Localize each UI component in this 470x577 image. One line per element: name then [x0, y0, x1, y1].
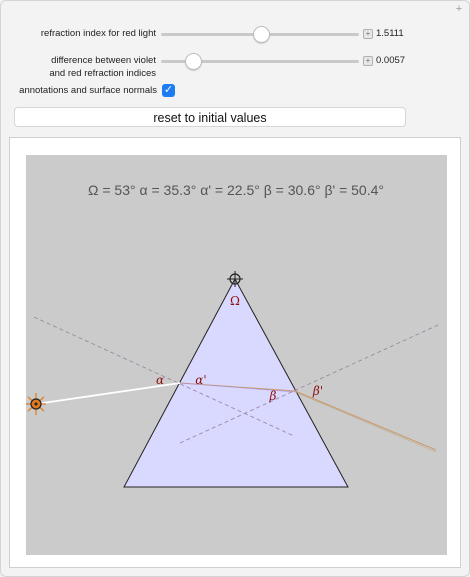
red-index-plus-icon[interactable]: + — [363, 29, 373, 39]
angles-readout: Ω = 53° α = 35.3° α' = 22.5° β = 30.6° β' = 50.4° — [88, 182, 384, 198]
checkmark-icon: ✓ — [163, 84, 174, 96]
red-index-label: refraction index for red light — [40, 28, 156, 39]
beta-prime-label: β' — [312, 384, 324, 398]
annotations-checkbox[interactable] — [162, 84, 175, 97]
difference-label-line1: difference between violet — [51, 55, 156, 66]
red-index-value: 1.5111 — [376, 28, 404, 39]
difference-label-line2: and red refraction indices — [49, 68, 156, 79]
beta-label: β — [269, 389, 277, 403]
difference-plus-icon[interactable]: + — [363, 56, 373, 66]
reset-button[interactable]: reset to initial values — [14, 107, 406, 127]
red-index-slider-thumb[interactable] — [253, 26, 270, 43]
difference-value: 0.0057 — [376, 55, 406, 66]
expand-icon[interactable]: + — [455, 3, 463, 15]
apex-angle-label: Ω — [230, 294, 240, 308]
annotations-label: annotations and surface normals — [19, 85, 157, 96]
alpha-prime-label: α' — [195, 373, 207, 387]
difference-slider-thumb[interactable] — [185, 53, 202, 70]
alpha-label: α — [155, 373, 165, 387]
prism-diagram — [26, 155, 447, 555]
